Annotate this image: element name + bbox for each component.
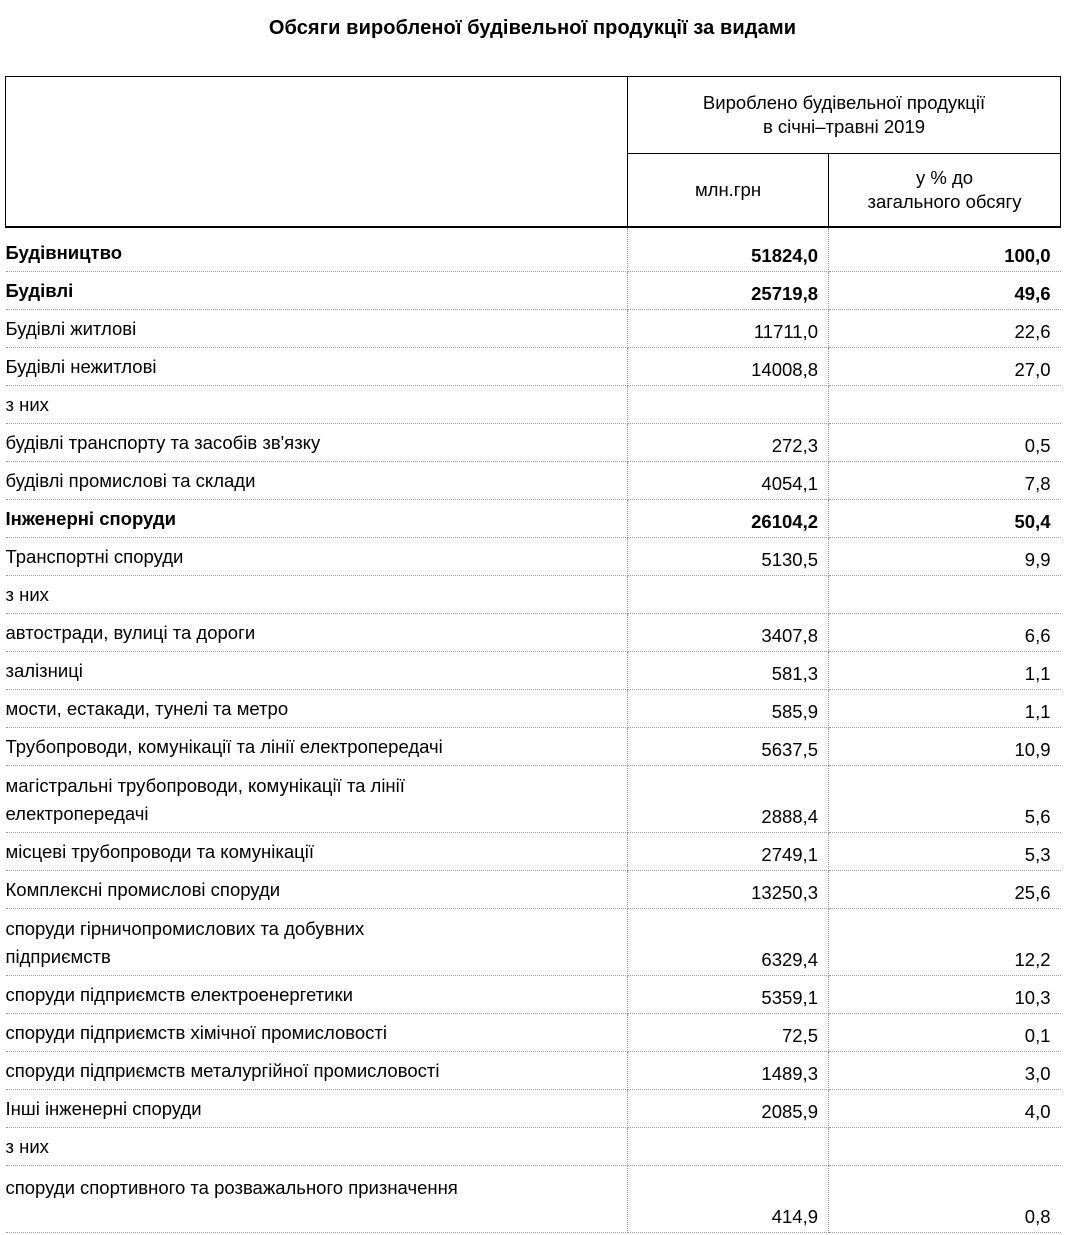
- row-value: 3407,8: [628, 613, 829, 651]
- table-row: [6, 975, 1061, 1013]
- row-percent: 6,6: [829, 613, 1061, 651]
- row-percent: 10,3: [829, 975, 1061, 1013]
- row-name: Транспортні споруди: [6, 537, 628, 575]
- row-name: споруди підприємств електроенергетики: [6, 975, 628, 1013]
- row-value: 414,9: [628, 1165, 829, 1232]
- row-value: 2085,9: [628, 1089, 829, 1127]
- table-row: [6, 499, 1061, 537]
- row-percent: 1,1: [829, 651, 1061, 689]
- row-name: залізниці: [6, 651, 628, 689]
- table-row: [6, 908, 1061, 975]
- row-percent: 3,0: [829, 1051, 1061, 1089]
- row-value: 5130,5: [628, 537, 829, 575]
- table-row: [6, 832, 1061, 870]
- row-value: [628, 385, 829, 423]
- table-row: [6, 1013, 1061, 1051]
- row-name: [6, 908, 628, 975]
- row-name: Будівлі: [6, 271, 628, 309]
- row-name: мости, естакади, тунелі та метро: [6, 689, 628, 727]
- row-name: з них: [6, 1127, 628, 1165]
- row-value: 5637,5: [628, 727, 829, 765]
- row-name: споруди підприємств хімічної промисловості: [6, 1013, 628, 1051]
- row-name: споруди спортивного та розважального призначення: [6, 1165, 628, 1232]
- row-percent: 100,0: [829, 227, 1061, 271]
- row-name: споруди підприємств металургійної промисловості: [6, 1051, 628, 1089]
- row-value: 2749,1: [628, 832, 829, 870]
- row-name: будівлі промислові та склади: [6, 461, 628, 499]
- row-name-line1: магістральні трубопроводи, комунікації та лінії: [5, 774, 405, 796]
- row-value: [628, 575, 829, 613]
- row-name: будівлі транспорту та засобів зв'язку: [6, 423, 628, 461]
- row-value: 581,3: [628, 651, 829, 689]
- table-row: [6, 765, 1061, 832]
- table-row: [6, 537, 1061, 575]
- table-row: [6, 689, 1061, 727]
- page-title: Обсяги виробленої будівельної продукції за видами: [268, 17, 797, 39]
- row-name-line2: електропередачі: [5, 802, 149, 824]
- row-name: Трубопроводи, комунікації та лінії електропередачі: [6, 727, 628, 765]
- table-row: [6, 423, 1061, 461]
- production-table: [5, 76, 1061, 1233]
- table-row: [6, 385, 1061, 423]
- table-row: [6, 347, 1061, 385]
- row-percent: 5,3: [829, 832, 1061, 870]
- table-row: [6, 1127, 1061, 1165]
- row-percent: 50,4: [829, 499, 1061, 537]
- row-percent: 27,0: [829, 347, 1061, 385]
- row-percent: 1,1: [829, 689, 1061, 727]
- table-row: [6, 1089, 1061, 1127]
- header-group-line2: в січні–травні 2019: [762, 116, 926, 137]
- table-row: [6, 727, 1061, 765]
- row-name: Комплексні промислові споруди: [6, 870, 628, 908]
- row-value: 14008,8: [628, 347, 829, 385]
- table-row: [6, 651, 1061, 689]
- row-name: автостради, вулиці та дороги: [6, 613, 628, 651]
- table-row: [6, 870, 1061, 908]
- row-value: 2888,4: [628, 765, 829, 832]
- header-group: [628, 77, 1061, 154]
- row-percent: 12,2: [829, 908, 1061, 975]
- row-percent: 22,6: [829, 309, 1061, 347]
- row-value: 4054,1: [628, 461, 829, 499]
- row-value: 6329,4: [628, 908, 829, 975]
- row-name: з них: [6, 385, 628, 423]
- table-row: [6, 1165, 1061, 1232]
- table-row: [6, 271, 1061, 309]
- row-value: 11711,0: [628, 309, 829, 347]
- row-value: 5359,1: [628, 975, 829, 1013]
- row-percent: [829, 1127, 1061, 1165]
- row-percent: [829, 385, 1061, 423]
- row-name: Будівництво: [6, 227, 628, 271]
- row-percent: 10,9: [829, 727, 1061, 765]
- table-row: [6, 613, 1061, 651]
- header-col-value: млн.грн: [628, 154, 829, 228]
- row-percent: 49,6: [829, 271, 1061, 309]
- table-row: [6, 1051, 1061, 1089]
- header-group-line1: Вироблено будівельної продукції: [702, 92, 986, 113]
- table-row: [6, 575, 1061, 613]
- row-name: [6, 765, 628, 832]
- header-col-percent-line1: у % до: [915, 167, 974, 188]
- row-percent: [829, 575, 1061, 613]
- row-name-line2: підприємств: [5, 945, 111, 967]
- row-percent: 9,9: [829, 537, 1061, 575]
- row-percent: 0,5: [829, 423, 1061, 461]
- row-name-line1: споруди гірничопромислових та добувних: [5, 917, 365, 939]
- row-value: 25719,8: [628, 271, 829, 309]
- row-percent: 5,6: [829, 765, 1061, 832]
- row-value: 72,5: [628, 1013, 829, 1051]
- row-name: місцеві трубопроводи та комунікації: [6, 832, 628, 870]
- table-row: [6, 461, 1061, 499]
- row-percent: 0,1: [829, 1013, 1061, 1051]
- row-percent: 7,8: [829, 461, 1061, 499]
- row-value: [628, 1127, 829, 1165]
- header-col-percent: [829, 154, 1061, 228]
- row-value: 51824,0: [628, 227, 829, 271]
- row-percent: 4,0: [829, 1089, 1061, 1127]
- row-name: з них: [6, 575, 628, 613]
- row-name: Інженерні споруди: [6, 499, 628, 537]
- row-value: 13250,3: [628, 870, 829, 908]
- row-name: Інші інженерні споруди: [6, 1089, 628, 1127]
- row-value: 1489,3: [628, 1051, 829, 1089]
- row-value: 26104,2: [628, 499, 829, 537]
- row-percent: 0,8: [829, 1165, 1061, 1232]
- header-col-percent-line2: загального обсягу: [867, 191, 1022, 212]
- row-name: Будівлі нежитлові: [6, 347, 628, 385]
- header-empty-cell: [6, 77, 628, 228]
- row-value: 585,9: [628, 689, 829, 727]
- row-name: Будівлі житлові: [6, 309, 628, 347]
- row-value: 272,3: [628, 423, 829, 461]
- table-row: [6, 309, 1061, 347]
- table-row: [6, 227, 1061, 271]
- row-percent: 25,6: [829, 870, 1061, 908]
